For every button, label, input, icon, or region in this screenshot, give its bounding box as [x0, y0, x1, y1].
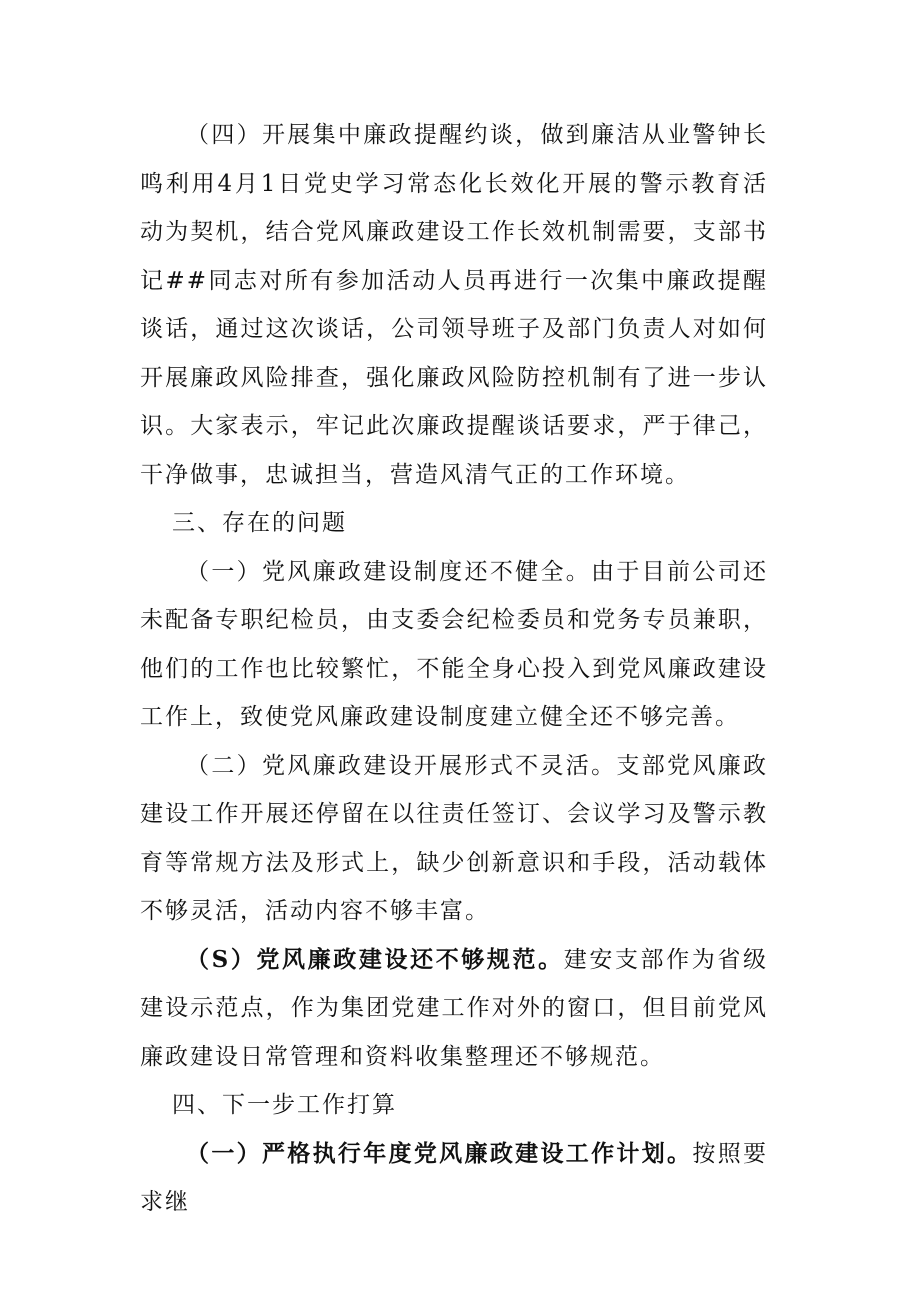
paragraph-plan-1: [140, 1130, 768, 1227]
paragraph-lead-bold: （S）党风廉政建设还不够规范。: [186, 945, 564, 973]
paragraph-text: （四）开展集中廉政提醒约谈，做到廉洁从业警钟长鸣利用4月1日党史学习常态化长效化开展的警示教育活动为契机，结合党风廉政建设工作长效机制需要，支部书记##同志对所有参加活动人员再进行一次集中廉政提醒谈话，通过这次谈话，公司领导班子及部门负责人对如何开展廉政风险排查，强化廉政风险防控机制有了进一步认识。大家表示，牢记此次廉政提醒谈话要求，严于律己，干净做事，忠诚担当，营造风清气正的工作环境。: [140, 122, 768, 488]
paragraph-problem-1: [140, 548, 768, 742]
section-heading-problems: [140, 499, 768, 548]
paragraph-lead-bold: （一）严格执行年度党风廉政建设工作计划。: [186, 1139, 693, 1167]
paragraph-text: （一）党风廉政建设制度还不健全。由于目前公司还未配备专职纪检员，由支委会纪检委员和党务专员兼职，他们的工作也比较繁忙，不能全身心投入到党风廉政建设工作上，致使党风廉政建设制度建立健全还不够完善。: [140, 558, 768, 730]
paragraph-problem-2: [140, 742, 768, 936]
section-heading-next-steps: [140, 1081, 768, 1130]
paragraph-text: （二）党风廉政建设开展形式不灵活。支部党风廉政建设工作开展还停留在以往责任签订、会议学习及警示教育等常规方法及形式上，缺少创新意识和手段，活动载体不够灵活，活动内容不够丰富。: [140, 752, 768, 924]
heading-text: 三、存在的问题: [172, 510, 347, 536]
paragraph-text: 建安支部作为省级建设示范点，作为集团党建工作对外的窗口，但目前党风廉政建设日常管理和资料收集整理还不够规范。: [140, 946, 768, 1070]
paragraph-warning-talk: [140, 111, 768, 499]
heading-text: 四、下一步工作打算: [172, 1092, 397, 1118]
document-body: [140, 111, 768, 1227]
paragraph-text: 按照要求继: [140, 1140, 769, 1215]
paragraph-problem-3: [140, 936, 768, 1082]
